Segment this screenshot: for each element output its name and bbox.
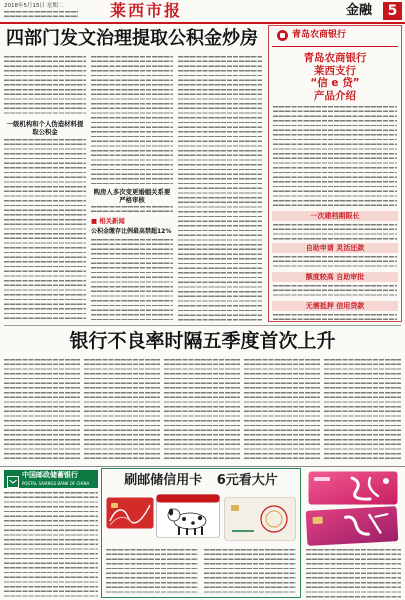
header-rule — [0, 22, 405, 24]
section-rule — [4, 325, 401, 326]
credit-card-dalmatian — [156, 494, 220, 538]
section-name: 金融 — [346, 3, 373, 18]
qrcb-ad-title — [270, 52, 400, 102]
qrcb-logo-text: 青岛农商银行 — [292, 30, 347, 40]
qrcb-feature-heading: 自助申请 灵活还款 — [272, 243, 398, 253]
masthead-logo: 莱西市报 — [110, 1, 183, 20]
page-number-box — [383, 2, 402, 20]
second-article-body-col1 — [4, 359, 80, 462]
main-article-body-col2-c — [91, 239, 173, 322]
main-article-body-col3 — [178, 56, 262, 322]
page-number: 5 — [387, 3, 398, 19]
main-subhead-2: 购房人多次变更婚姻关系要严格审核 — [93, 188, 171, 204]
main-article-body-col1-b — [4, 139, 86, 322]
qrcb-ad-title-line: 莱西支行 — [314, 64, 356, 77]
qrcb-feature-heading: 无需抵押 信用贷款 — [272, 301, 398, 311]
page-header — [0, 0, 405, 22]
main-article-body-col2-a — [91, 56, 173, 185]
main-subhead-1: 一级机构和个人伪造材料提取公积金 — [6, 120, 84, 136]
qrcb-ad-body-e — [273, 314, 397, 320]
qrcb-ad-body-c — [273, 256, 397, 270]
qrcb-ad-body-a — [273, 106, 397, 208]
main-article-body-col1-a — [4, 56, 86, 117]
second-article-body-col3 — [164, 359, 240, 462]
issue-date: 2018年5月15日 星期二 — [4, 3, 64, 9]
second-headline: 银行不良率时隔五季度首次上升 — [69, 330, 336, 352]
ad-divider-rule — [0, 466, 405, 467]
qrcb-feature-heading: 一次建档期限长 — [272, 211, 398, 221]
postal-logo-icon — [7, 473, 19, 485]
qrcb-ad-title-line: 产品介绍 — [314, 89, 356, 102]
postal-bank-name-cn: 中国邮政储蓄银行 — [22, 471, 78, 479]
qrcb-logo-rule — [272, 46, 398, 47]
qrcb-ad-body-b — [273, 224, 397, 241]
related-news-tag: ■ 相关新闻 — [91, 217, 125, 225]
postal-ad-body-left — [4, 492, 98, 598]
credit-card-pink-a — [308, 471, 398, 505]
qrcb-ad-title-line: “信 e 贷” — [310, 77, 360, 89]
credit-card-pink-b — [305, 506, 399, 547]
second-article-body-col2 — [84, 359, 160, 462]
qrcb-logo-icon — [277, 30, 288, 41]
related-news-headline: 公积金缴存比例最高禁超12% — [91, 228, 172, 235]
qrcb-ad-title-line: 青岛农商银行 — [303, 52, 367, 64]
main-article-body-col2-b — [91, 206, 173, 215]
second-article-body-col4 — [244, 359, 320, 462]
postal-ad-body-center-b — [204, 549, 296, 595]
qrcb-ad-body-d — [273, 285, 397, 299]
postal-logo-banner — [4, 470, 98, 488]
credit-card-red — [106, 497, 154, 529]
postal-ad-headline: 刷邮储信用卡 6元看大片 — [124, 473, 278, 488]
postal-ad-body-right — [306, 549, 401, 598]
qrcb-feature-heading: 额度较高 自助审批 — [272, 272, 398, 282]
main-headline: 四部门发文治理提取公积金炒房 — [6, 28, 258, 49]
header-info-text — [4, 11, 78, 17]
postal-ad-body-center-a — [106, 549, 198, 595]
second-article-body-col5 — [324, 359, 401, 462]
postal-bank-name-en: POSTAL SAVINGS BANK OF CHINA — [22, 481, 90, 486]
credit-card-pattern — [224, 497, 296, 541]
